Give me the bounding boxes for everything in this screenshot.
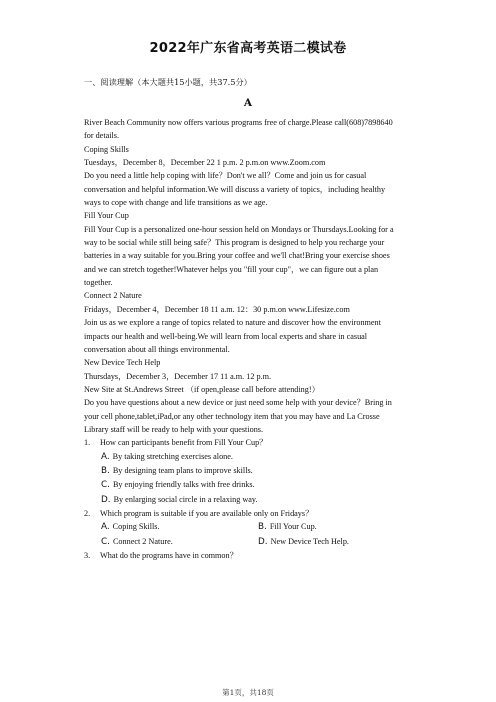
passage-line: Thursdays，December 3，December 17 11 a.m. 12 p.m.: [84, 371, 272, 381]
option-letter: D.: [101, 494, 111, 505]
passage-line: ways to cope with change and life transitions as we age.: [84, 198, 268, 208]
passage-line: Library staff will be ready to help with your questions.: [84, 424, 264, 434]
option-letter: B.: [258, 522, 267, 533]
passage-body: [84, 116, 418, 562]
passage-line: Do you need a little help coping with life？Don't we all？Come and join us for casual: [84, 171, 367, 181]
passage-line: for details.: [84, 131, 120, 141]
passage-line: conversation about all things environmental.: [84, 344, 230, 354]
option-2d[interactable]: [258, 535, 415, 549]
passage-line: Tuesdays，December 8，December 22 1 p.m. 2 p.m.on www.Zoom.com: [84, 158, 326, 168]
passage-line: way to be social while still being safe？This program is designed to help you recharge your: [84, 238, 385, 248]
passage-line: together.: [84, 278, 113, 288]
passage-line: impacts our health and well-being.We will learn from local experts and share in casual: [84, 331, 368, 341]
option-text: Connect 2 Nature.: [112, 536, 173, 546]
option-text: By designing team plans to improve skills.: [112, 465, 253, 475]
passage-line: Join us as we explore a range of topics related to nature and discover how the environment: [84, 318, 381, 328]
passage-line: and we can stretch together!Whatever helps you "fill your cup"，we can figure out a plan: [84, 264, 379, 274]
option-text: By enjoying friendly talks with free drinks.: [112, 480, 255, 490]
page-footer: 第1页，共18页: [222, 688, 274, 697]
option-letter: B.: [101, 465, 110, 476]
option-1a[interactable]: [84, 450, 418, 464]
option-2a[interactable]: [101, 520, 258, 534]
question-text: What do the programs have in common？: [100, 551, 238, 560]
option-2c[interactable]: [101, 535, 258, 549]
option-text: Coping Skills.: [112, 522, 160, 532]
options-row-2cd: [84, 535, 418, 549]
passage-line: conversation and helpful information.We will discuss a variety of topics，including healthy: [84, 184, 386, 194]
question-1: [84, 436, 418, 449]
program-heading: Coping Skills: [84, 144, 129, 154]
passage-line: Fridays，December 4，December 18 11 a.m. 12：30 p.m.on www.Lifesize.com: [84, 304, 350, 314]
option-letter: D.: [258, 536, 268, 547]
option-letter: A.: [101, 522, 110, 533]
question-number: 3.: [84, 551, 91, 560]
page-title: 2022年广东省高考英语二模试卷: [149, 41, 347, 56]
passage-line: Do you have questions about a new device or just need some help with your device？Bring in: [84, 398, 392, 408]
program-heading: Connect 2 Nature: [84, 291, 142, 301]
option-letter: C.: [101, 480, 110, 491]
section-header: 一、阅读理解（本大题共15小题，共37.5分）: [84, 77, 252, 87]
option-text: By taking stretching exercises alone.: [112, 451, 233, 461]
passage-line: Fill Your Cup is a personalized one-hour session held on Mondays or Thursdays.Looking for a: [84, 224, 394, 234]
option-2b[interactable]: [258, 520, 415, 534]
option-text: By enlarging social circle in a relaxing way.: [113, 494, 258, 504]
passage-line: New Site at St.Andrews Street （if open,please call before attending!）: [84, 384, 320, 394]
passage-line: batteries in a way suitable for you.Bring your coffee and we'll chat!Bring your exercise shoes: [84, 251, 390, 261]
option-text: Fill Your Cup.: [269, 522, 317, 532]
option-letter: C.: [101, 536, 110, 547]
passage-line: your cell phone,tablet,iPad,or any other technology item that you may have and La Crosse: [84, 411, 380, 421]
options-row-2ab: [84, 520, 418, 534]
option-1b[interactable]: [84, 464, 418, 478]
question-number: 2.: [84, 508, 91, 518]
question-number: 1.: [84, 438, 91, 448]
question-text: How can participants benefit from Fill Your Cup？: [100, 438, 268, 448]
option-letter: A.: [101, 451, 110, 462]
question-text: Which program is suitable if you are available only on Fridays？: [100, 508, 314, 518]
option-text: New Device Tech Help.: [270, 536, 349, 546]
passage-letter: A: [243, 97, 253, 109]
question-2: [84, 507, 418, 520]
option-1d[interactable]: [84, 493, 418, 507]
passage-line: River Beach Community now offers various programs free of charge.Please call(608)7898640: [84, 118, 393, 127]
program-heading: New Device Tech Help: [84, 358, 161, 368]
option-1c[interactable]: [84, 478, 418, 492]
program-heading: Fill Your Cup: [84, 211, 129, 221]
question-3: [84, 549, 418, 562]
